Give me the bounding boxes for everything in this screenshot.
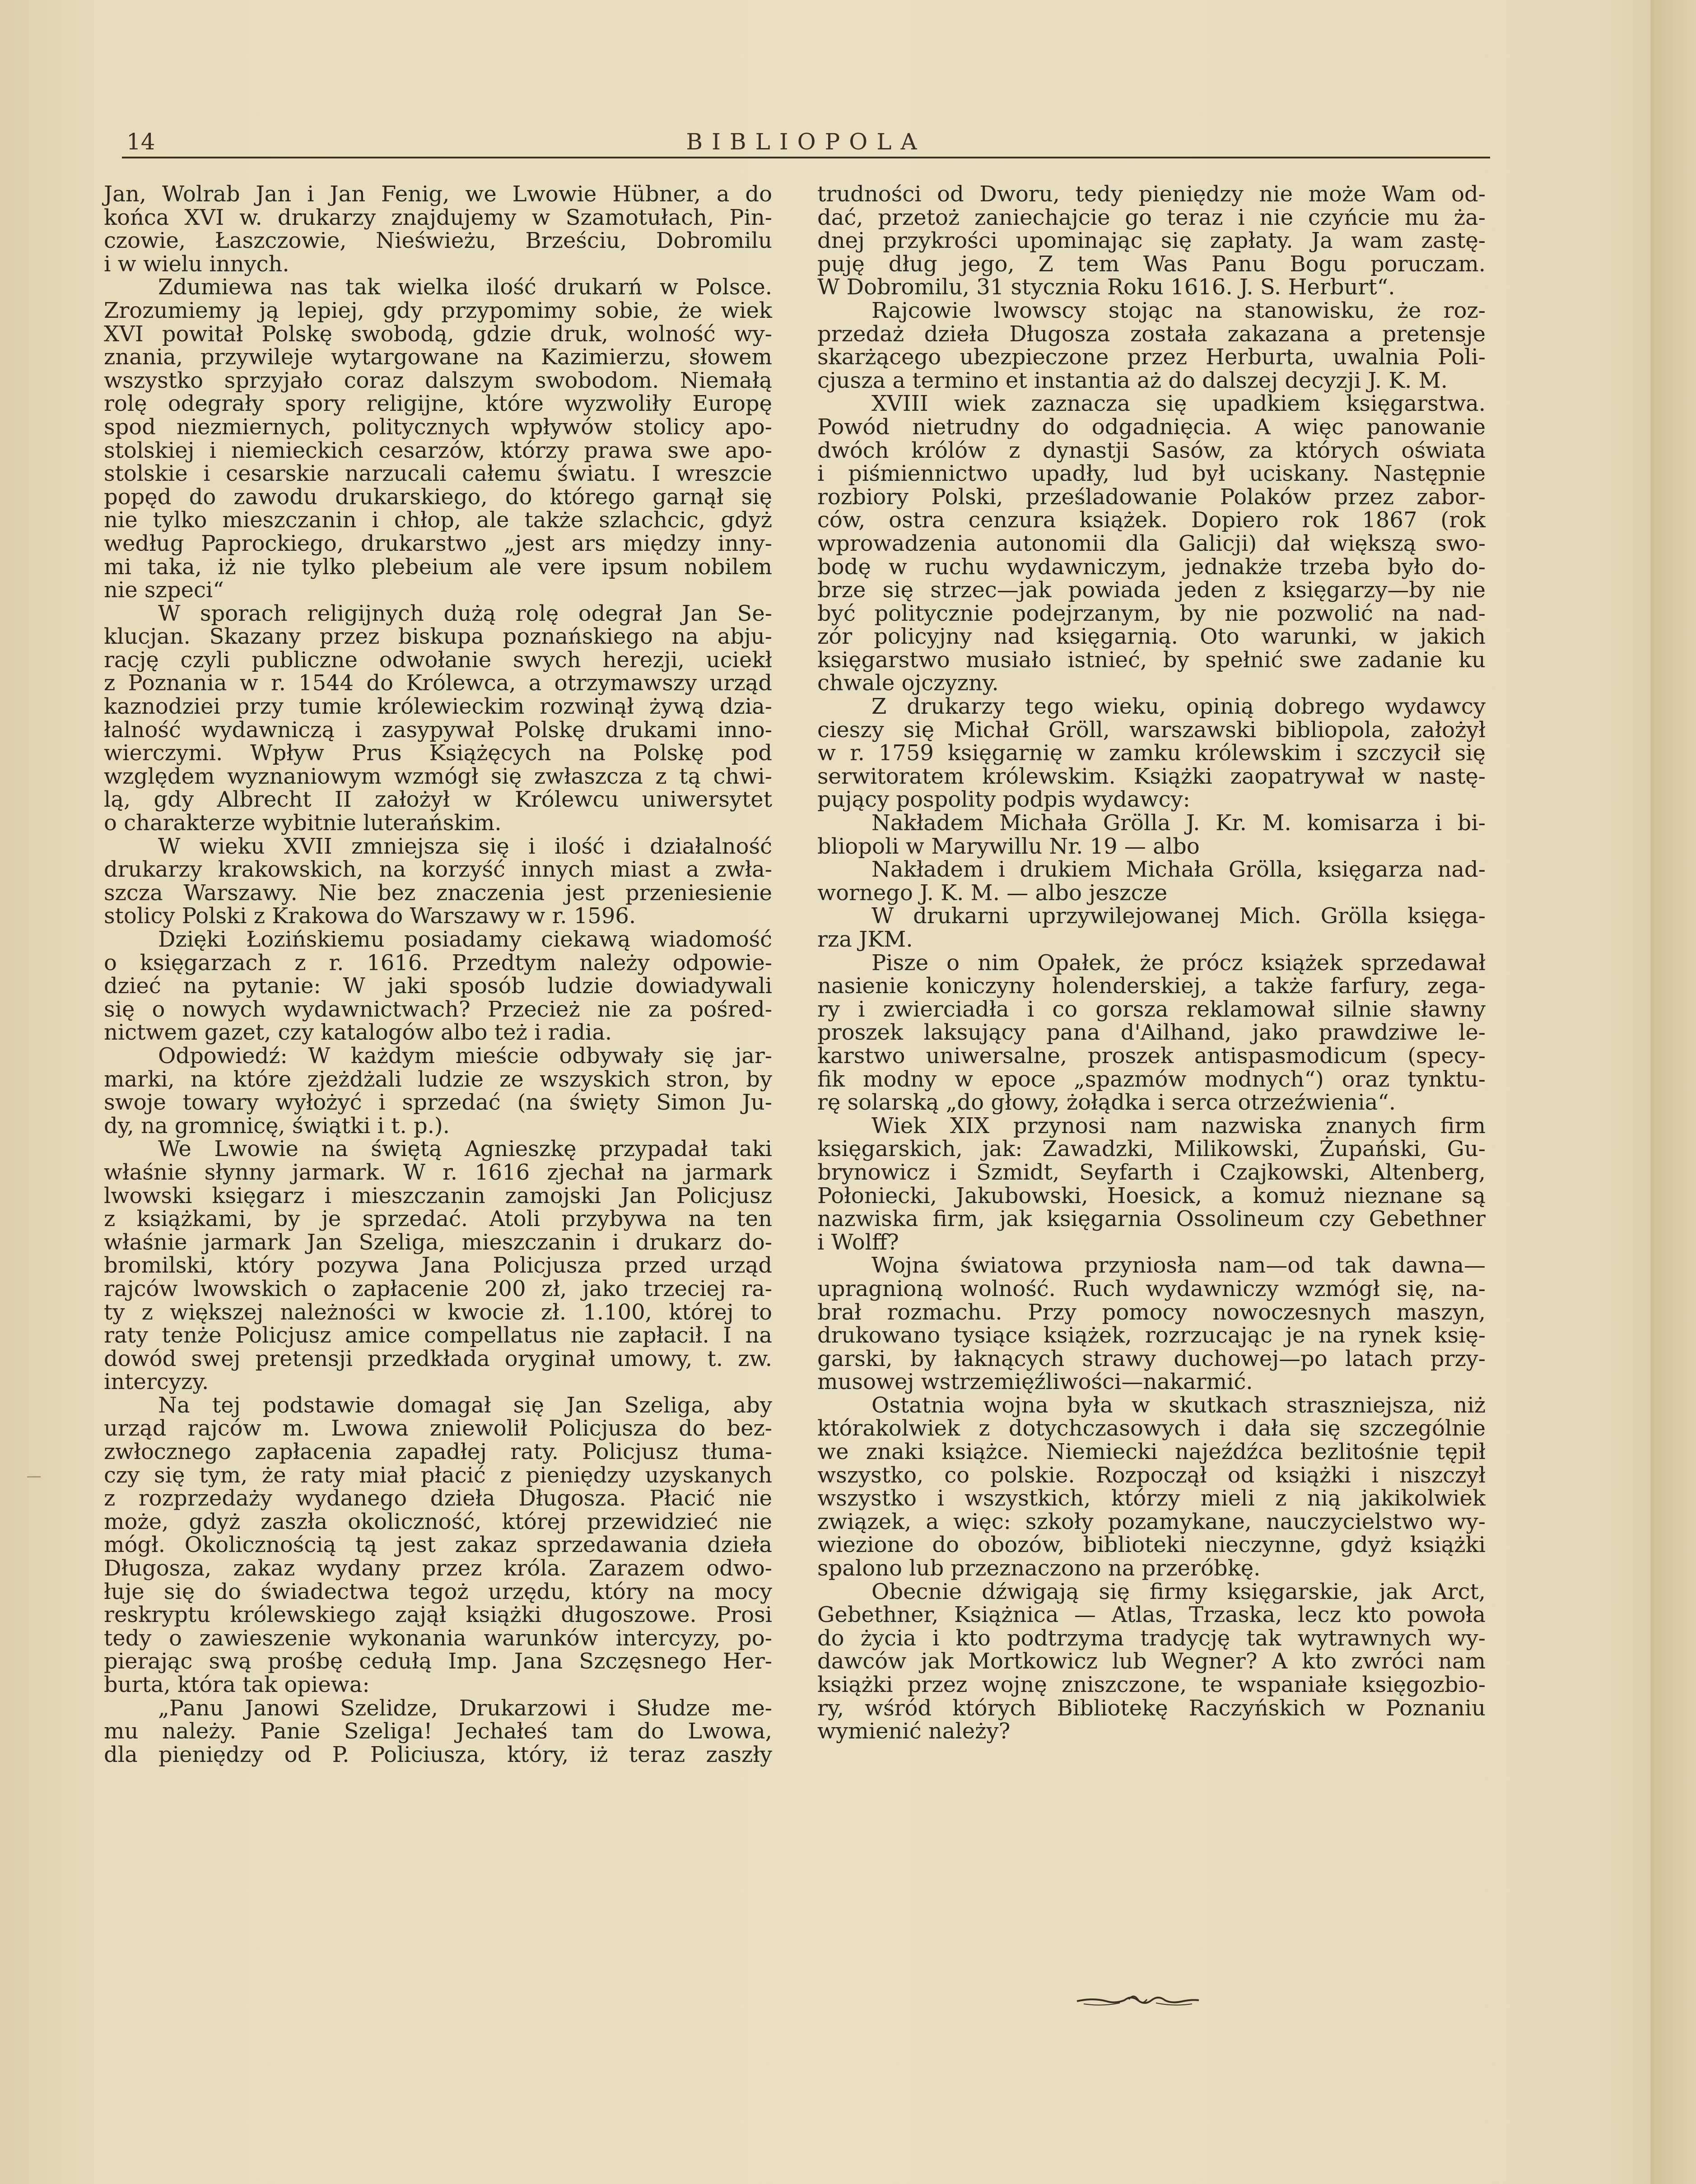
text-line: pierając swą prośbę cedułą Imp. Jana Szczęsnego Her- [104,1649,772,1674]
text-line: We Lwowie na świętą Agnieszkę przypadał taki [158,1136,772,1162]
text-line: W drukarni uprzywilejowanej Mich. Grölla księga- [871,903,1486,929]
text-line: garski, by łaknących strawy duchowej—po latach przy- [817,1346,1486,1371]
text-line: XVIII wiek zaznacza się upadkiem księgarstwa. [871,391,1486,417]
text-line: drukarzy krakowskich, na korzyść innych miast a zwła- [104,857,772,883]
text-line: księgarstwo musiało istnieć, by spełnić swe zadanie ku [817,647,1486,673]
text-line: końca XVI w. drukarzy znajdujemy w Szamotułach, Pin- [104,204,772,230]
text-line: właśnie słynny jarmark. W r. 1616 zjechał na jarmark [104,1159,772,1185]
text-line: dowód swej pretensji przedkłada oryginał umowy, t. zw. [104,1346,772,1371]
text-line: Rajcowie lwowscy stojąc na stanowisku, że roz- [871,297,1486,323]
text-line: we znaki książce. Niemiecki najeźdźca bezlitośnie tępił [817,1439,1486,1465]
text-line: stolicy Polski z Krakowa do Warszawy w r. 1596. [104,903,636,929]
text-line: związek, a więc: szkoły pozamykane, nauczycielstwo wy- [817,1509,1486,1534]
text-line: karstwo uniwersalne, proszek antispasmodicum (specy- [817,1043,1486,1069]
left-text-column [104,183,772,1766]
text-line: rajców lwowskich o zapłacenie 200 zł, jako trzeciej ra- [104,1276,772,1301]
text-line: Pisze o nim Opałek, że prócz książek sprzedawał [871,950,1486,976]
fold-mark [27,1476,41,1478]
text-line: czy się tym, że raty miał płacić z pieniędzy uzyskanych [104,1462,772,1488]
text-line: upragnioną wolność. Ruch wydawniczy wzmógł się, na- [817,1276,1486,1301]
text-line: wszystko i wszystkich, którzy mieli z nią jakikolwiek [817,1486,1486,1511]
text-line: wornego J. K. M. — albo jeszcze [817,880,1168,906]
text-line: być politycznie podejrzanym, by nie pozwolić na nad- [817,600,1486,626]
text-line: wiezione do obozów, biblioteki nieczynne, gdyż książki [817,1532,1486,1558]
text-line: nazwiska firm, jak księgarnia Ossolineum czy Gebethner [817,1206,1486,1232]
text-line: dwóch królów z dynastji Sasów, za których oświata [817,437,1486,463]
text-line: ry i zwierciadła i co gorsza reklamował silnie sławny [817,996,1486,1022]
text-line: i piśmiennictwo upadły, lud był uciskany. Następnie [817,461,1486,487]
text-line: wymienić należy? [817,1719,1011,1744]
text-line: proszek laksujący pana d'Ailhand, jako prawdziwe le- [817,1020,1486,1046]
text-line: fik modny w epoce „spazmów modnych“) oraz tynktu- [817,1066,1486,1092]
text-line: XVI powitał Polskę swobodą, gdzie druk, wolność wy- [104,321,772,347]
text-line: dać, przetoż zaniechajcie go teraz i nie czyńcie mu ża- [817,204,1486,230]
text-line: nictwem gazet, czy katalogów albo też i radia. [104,1020,612,1046]
text-line: bodę w ruchu wydawniczym, jednakże trzeba było do- [817,554,1486,580]
text-line: zór policyjny nad księgarnią. Oto warunki, w jakich [817,624,1486,650]
text-line: trudności od Dworu, tedy pieniędzy nie może Wam od- [817,181,1486,207]
header-rule [122,157,1490,158]
text-line: łuje się do świadectwa tegoż urzędu, który na mocy [104,1579,772,1604]
text-line: z rozprzedaży wydanego dzieła Długosza. Płacić nie [104,1486,772,1511]
text-line: Połoniecki, Jakubowski, Hoesick, a komuż nieznane są [817,1183,1486,1208]
text-line: dzieć na pytanie: W jaki sposób ludzie dowiadywali [104,973,772,999]
text-line: swoje towary wyłożyć i sprzedać (na święty Simon Ju- [104,1090,772,1115]
text-line: właśnie jarmark Jan Szeliga, mieszczanin i drukarz do- [104,1229,772,1255]
text-line: dnej przykrości upominając się zapłaty. Ja wam zastę- [817,228,1486,254]
running-title: BIBLIOPOLA [686,129,926,155]
end-ornament-icon [1075,1989,1201,2011]
text-line: bliopoli w Marywillu Nr. 19 — albo [817,833,1200,859]
text-line: Powód nietrudny do odgadnięcia. A więc panowanie [817,414,1486,440]
text-line: Dzięki Łozińskiemu posiadamy ciekawą wiadomość [158,927,772,952]
text-line: nasienie koniczyny holenderskiej, a także farfury, zega- [817,973,1486,999]
text-line: Jan, Wolrab Jan i Jan Fenig, we Lwowie Hübner, a do [104,181,772,207]
text-line: klucjan. Skazany przez biskupa poznańskiego na abju- [104,624,772,650]
text-line: marki, na które zjeżdżali ludzie ze wszyskich stron, by [104,1066,772,1092]
text-line: musowej wstrzemięźliwości—nakarmić. [817,1369,1253,1395]
text-line: z książkami, by je sprzedać. Atoli przybywa na ten [104,1206,772,1232]
text-line: łalność wydawniczą i zasypywał Polskę drukami inno- [104,717,772,743]
text-line: dawców jak Mortkowicz lub Wegner? A kto zwróci nam [817,1649,1486,1674]
text-line: tedy o zawieszenie wykonania warunków intercyzy, po- [104,1625,772,1651]
text-line: dla pieniędzy od P. Policiusza, który, iż teraz zaszły [104,1742,772,1767]
text-line: Obecnie dźwigają się firmy księgarskie, jak Arct, [871,1579,1486,1604]
text-line: nie szpeci“ [104,577,224,603]
text-line: rę solarską „do głowy, żołądka i serca otrzeźwienia“. [817,1090,1396,1115]
text-line: rozbiory Polski, prześladowanie Polaków przez zabor- [817,484,1486,510]
text-line: bromilski, który pozywa Jana Policjusza przed urząd [104,1253,772,1278]
text-line: którakolwiek z dotychczasowych i dała się szczególnie [817,1416,1486,1441]
text-line: i w wielu innych. [104,251,289,277]
text-line: Gebethner, Książnica — Atlas, Trzaska, lecz kto powoła [817,1602,1486,1628]
text-line: raty tenże Policjusz amice compellatus nie zapłacił. I na [104,1323,772,1348]
text-line: drukowano tysiące książek, rozrzucając je na rynek księ- [817,1323,1486,1348]
text-line: się o nowych wydawnictwach? Przecież nie za pośred- [104,996,772,1022]
text-line: nie tylko mieszczanin i chłop, ale także szlachcic, gdyż [104,507,772,533]
text-line: Na tej podstawie domagał się Jan Szeliga, aby [158,1392,772,1418]
text-line: Nakładem i drukiem Michała Grölla, księgarza nad- [871,857,1486,883]
text-line: reskryptu królewskiego zajął książki długoszowe. Prosi [104,1602,772,1628]
text-line: popęd do zawodu drukarskiego, do którego garnął się [104,484,772,510]
text-line: o księgarzach z r. 1616. Przedtym należy odpowie- [104,950,772,976]
text-line: Długosza, zakaz wydany przez króla. Zarazem odwo- [104,1556,772,1581]
text-line: stolskiej i niemieckich cesarzów, którzy prawa swe apo- [104,437,772,463]
text-line: Zdumiewa nas tak wielka ilość drukarń w Polsce. [158,274,772,300]
page-edge-shadow [1653,0,1696,2184]
text-line: pujący pospolity podpis wydawcy: [817,787,1190,813]
text-line: względem wyznaniowym wzmógł się zwłaszcza z tą chwi- [104,763,772,789]
text-line: dy, na gromnicę, świątki i t. p.). [104,1113,450,1138]
text-line: z Poznania w r. 1544 do Królewca, a otrzymawszy urząd [104,670,772,696]
text-line: Z drukarzy tego wieku, opinią dobrego wydawcy [871,694,1486,720]
text-line: wprowadzenia autonomii dla Galicji) dał większą swo- [817,530,1486,556]
text-line: ców, ostra cenzura książek. Dopiero rok 1867 (rok [817,507,1486,533]
text-line: Odpowiedź: W każdym mieście odbywały się jar- [158,1043,772,1069]
text-line: szcza Warszawy. Nie bez znaczenia jest przeniesienie [104,880,772,906]
text-line: według Paprockiego, drukarstwo „jest ars między inny- [104,530,772,556]
text-line: brze się strzec—jak powiada jeden z księgarzy—by nie [817,577,1486,603]
text-line: spalono lub przeznaczono na przeróbkę. [817,1556,1261,1581]
text-line: Wiek XIX przynosi nam nazwiska znanych firm [871,1113,1486,1138]
page-number: 14 [126,129,155,155]
text-line: W sporach religijnych dużą rolę odegrał Jan Se- [158,600,772,626]
text-line: znania, przywileje wytargowane na Kazimierzu, słowem [104,344,772,370]
text-line: księgarskich, jak: Zawadzki, Milikowski, Żupański, Gu- [817,1136,1486,1162]
text-line: przedaż dzieła Długosza została zakazana a pretensje [817,321,1486,347]
text-line: ry, wśród których Bibliotekę Raczyńskich w Poznaniu [817,1695,1486,1721]
text-line: Nakładem Michała Grölla J. Kr. M. komisarza i bi- [871,810,1486,836]
text-line: burta, która tak opiewa: [104,1672,370,1697]
text-line: rację czyli publiczne odwołanie swych herezji, uciekł [104,647,772,673]
text-line: brał rozmachu. Przy pomocy nowoczesnych maszyn, [817,1299,1486,1325]
text-line: stolskie i cesarskie narzucali całemu światu. I wreszcie [104,461,772,487]
text-line: w r. 1759 księgarnię w zamku królewskim i szczycił się [817,740,1486,766]
text-line: cieszy się Michał Gröll, warszawski bibliopola, założył [817,717,1486,743]
text-line: do życia i kto podtrzyma tradycję tak wytrawnych wy- [817,1625,1486,1651]
text-line: rza JKM. [817,927,913,952]
text-line: urząd rajców m. Lwowa zniewolił Policjusza do bez- [104,1416,772,1441]
text-line: chwale ojczyzny. [817,670,999,696]
text-line: lą, gdy Albrecht II założył w Królewcu uniwersytet [104,787,772,813]
text-line: wszystko, co polskie. Rozpoczął od książki i niszczył [817,1462,1486,1488]
text-line: spod niezmiernych, politycznych wpływów stolicy apo- [104,414,772,440]
text-line: czowie, Łaszczowie, Nieświeżu, Brześciu, Dobromilu [104,228,772,254]
text-line: Ostatnia wojna była w skutkach straszniejsza, niż [871,1392,1486,1418]
text-line: mógł. Okolicznością tą jest zakaz sprzedawania dzieła [104,1532,772,1558]
text-line: rolę odegrały spory religijne, które wyzwoliły Europę [104,391,772,417]
text-line: zwłocznego zapłacenia zapadłej raty. Policjusz tłuma- [104,1439,772,1465]
text-line: W Dobromilu, 31 stycznia Roku 1616. J. S. Herburt“. [817,274,1395,300]
page-header [122,129,1490,165]
text-line: cjusza a termino et instantia aż do dalszej decyzji J. K. M. [817,367,1448,393]
text-line: W wieku XVII zmniejsza się i ilość i działalność [158,833,772,859]
right-text-column [817,183,1486,1743]
text-line: mi taka, iż nie tylko plebeium ale vere ipsum nobilem [104,554,772,580]
page-fold-crease [1650,0,1653,2184]
text-line: Zrozumiemy ją lepiej, gdy przypomimy sobie, że wiek [104,297,772,323]
text-line: książki przez wojnę zniszczone, te wspaniałe księgozbio- [817,1672,1486,1697]
text-line: ty z większej należności w kwocie zł. 1.100, której to [104,1299,772,1325]
text-line: intercyzy. [104,1369,209,1395]
text-line: serwitoratem królewskim. Książki zaopatrywał w nastę- [817,763,1486,789]
text-line: wszystko sprzyjało coraz dalszym swobodom. Niemałą [104,367,772,393]
text-line: kaznodziei przy tumie królewieckim rozwinął żywą dzia- [104,694,772,720]
text-line: o charakterze wybitnie luterańskim. [104,810,502,836]
text-line: skarżącego ubezpieczone przez Herburta, uwalnia Poli- [817,344,1486,370]
text-line: „Panu Janowi Szelidze, Drukarzowi i Słudze me- [158,1695,772,1721]
text-line: brynowicz i Szmidt, Seyfarth i Czajkowski, Altenberg, [817,1159,1486,1185]
text-line: wierczymi. Wpływ Prus Książęcych na Polskę pod [104,740,772,766]
text-line: lwowski księgarz i mieszczanin zamojski Jan Policjusz [104,1183,772,1208]
text-line: puję dług jego, Z tem Was Panu Bogu poruczam. [817,251,1486,277]
text-line: Wojna światowa przyniosła nam—od tak dawna— [871,1253,1486,1278]
text-line: mu należy. Panie Szeliga! Jechałeś tam do Lwowa, [104,1719,772,1744]
text-line: może, gdyż zaszła okoliczność, której przewidzieć nie [104,1509,772,1534]
text-line: i Wolff? [817,1229,899,1255]
